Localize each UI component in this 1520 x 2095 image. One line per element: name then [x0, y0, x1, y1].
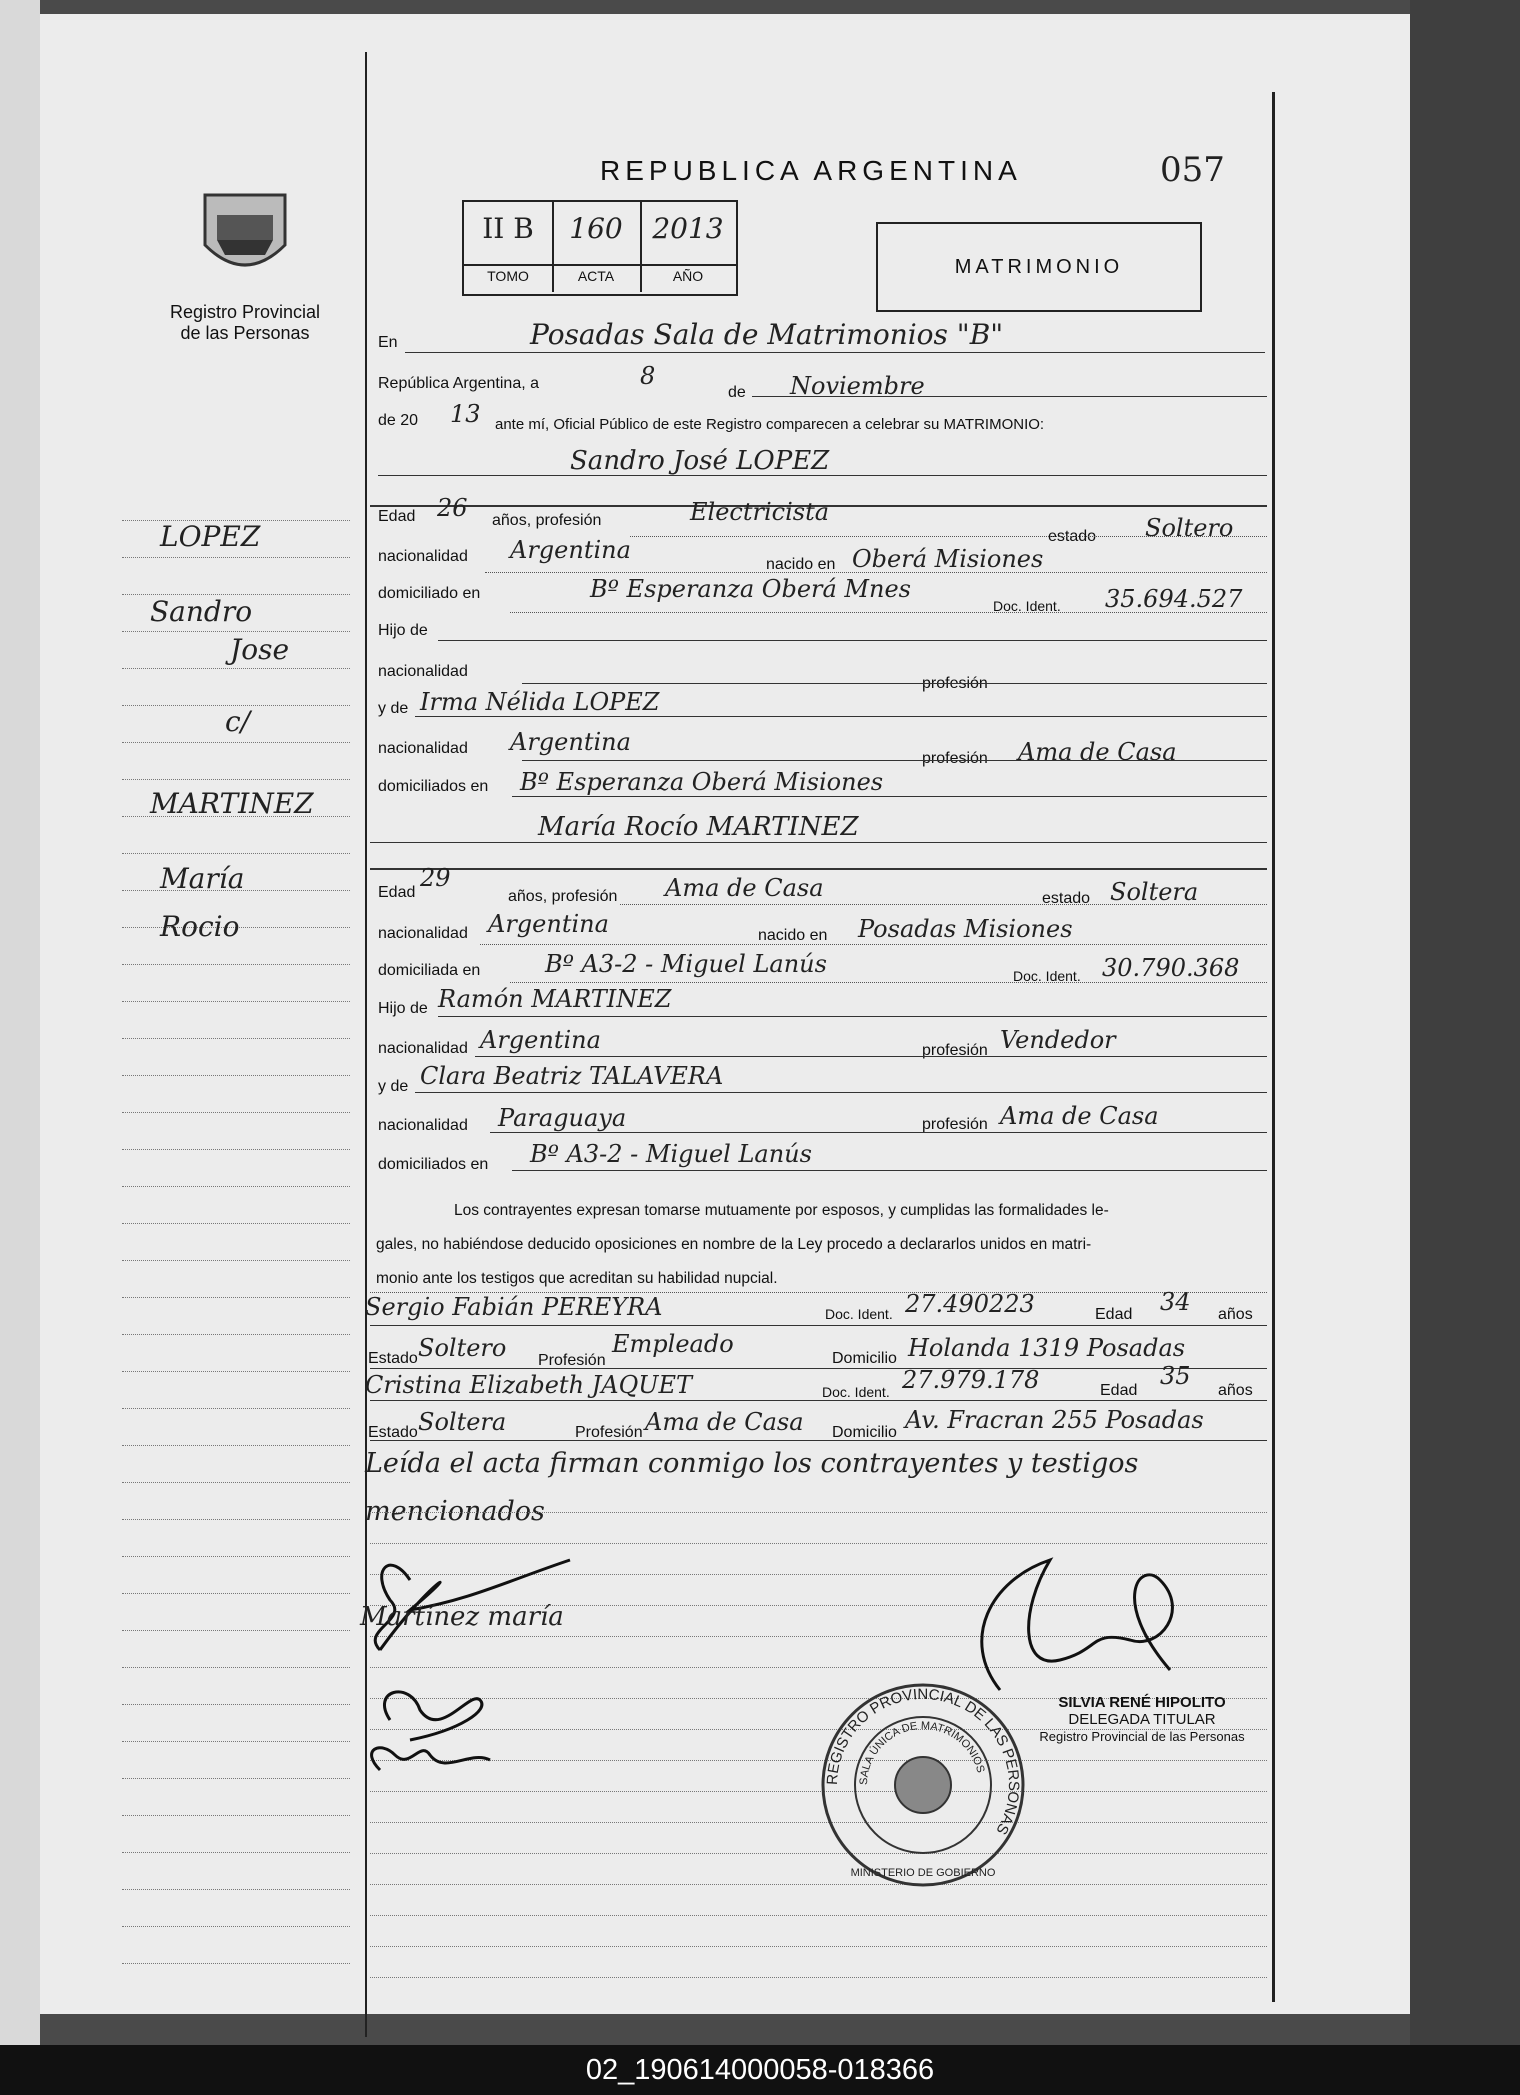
ante-mi-text: ante mí, Oficial Público de este Registro comparecen a celebrar su MATRIMONIO:: [495, 416, 1045, 433]
groom-mother-nationality: Argentina: [510, 728, 631, 756]
groom-edad-label: Edad: [378, 508, 416, 525]
groom-nacido-label: nacido en: [766, 556, 836, 573]
bride-estado-label: estado: [1042, 890, 1091, 907]
witness1-profession: Empleado: [612, 1330, 734, 1358]
groom-nac-padre-label: nacionalidad: [378, 663, 468, 680]
anio-value: 2013: [652, 212, 724, 245]
witness2-anios: años: [1218, 1382, 1253, 1399]
stub-ruled-line: [122, 742, 350, 743]
stub-ruled-line: [122, 1593, 350, 1594]
declaration-text: [376, 1194, 1256, 1296]
groom-yde-label: y de: [378, 700, 409, 717]
footer-id-bar: 02_190614000058-018366: [0, 2045, 1520, 2095]
stub-ruled-line: [122, 1778, 350, 1779]
stub-ruled-line: [122, 1704, 350, 1705]
bride-father-profession: Vendedor: [1000, 1026, 1116, 1054]
bride-prof-padre-label: profesión: [922, 1042, 988, 1059]
groom-full-name: Sandro José LOPEZ: [570, 446, 830, 476]
witness2-dom-label: Domicilio: [832, 1424, 897, 1441]
tomo-label: TOMO: [487, 268, 529, 284]
registry-line1: Registro Provincial: [169, 302, 321, 322]
witness1-anios: años: [1218, 1306, 1253, 1323]
witness1-edad-label: Edad: [1095, 1306, 1133, 1323]
stub-name-2a: María: [160, 862, 245, 895]
registry-stamp-icon: [818, 1680, 1028, 1890]
stub-ruled-line: [122, 1001, 350, 1002]
bride-nationality: Argentina: [488, 910, 609, 938]
witness2-edad: 35: [1160, 1362, 1191, 1390]
bride-dom-label: domiciliada en: [378, 962, 481, 979]
stub-ruled-line: [122, 631, 350, 632]
stub-ruled-line: [122, 1075, 350, 1076]
bride-profession: Ama de Casa: [665, 874, 824, 902]
stub-ruled-line: [122, 1630, 350, 1631]
witness1-doc: 27.490223: [905, 1290, 1035, 1318]
registry-name: [140, 302, 350, 344]
witness2-doc: 27.979.178: [902, 1366, 1040, 1394]
bride-father-nationality: Argentina: [480, 1026, 601, 1054]
stub-ruled-line: [122, 1149, 350, 1150]
closing-line2: mencionados: [365, 1496, 545, 1527]
bride-hijo-label: Hijo de: [378, 1000, 428, 1017]
country-heading: REPUBLICA ARGENTINA: [600, 155, 1022, 186]
groom-dom-label: domiciliado en: [378, 585, 481, 602]
marriage-day: 8: [640, 362, 656, 390]
groom-anios-label: años, profesión: [492, 512, 602, 529]
groom-nac-label: nacionalidad: [378, 548, 468, 565]
groom-parents-address: Bº Esperanza Oberá Misiones: [520, 768, 884, 796]
official-name: SILVIA RENÉ HIPOLITO: [1058, 1694, 1226, 1711]
marriage-month: Noviembre: [790, 372, 925, 400]
groom-doc-number: 35.694.527: [1105, 585, 1243, 613]
main-ruled-line: [370, 1915, 1267, 1916]
stub-ruled-line: [122, 557, 350, 558]
official-office: Registro Provincial de las Personas: [1039, 1729, 1245, 1744]
declaration-line2: gales, no habiéndose deducido oposiciones en nombre de la Ley procedo a declararlos unidos en matri-: [376, 1236, 1092, 1253]
official-title: DELEGADA TITULAR: [1068, 1711, 1216, 1728]
stub-name-1b: Jose: [230, 633, 290, 666]
groom-parents-dom-label: domiciliados en: [378, 778, 489, 795]
bride-doc-label: Doc. Ident.: [1013, 968, 1081, 984]
witness2-estado-label: Estado: [368, 1424, 418, 1441]
declaration-line1: Los contrayentes expresan tomarse mutuamente por esposos, y cumplidas las formalidades le-: [454, 1202, 1109, 1219]
stub-ruled-line: [122, 668, 350, 669]
stub-ruled-line: [122, 1297, 350, 1298]
groom-profession: Electricista: [690, 498, 830, 526]
witness1-dom-label: Domicilio: [832, 1350, 897, 1367]
groom-nac-madre-label: nacionalidad: [378, 740, 468, 757]
stub-ruled-line: [122, 1445, 350, 1446]
bride-signature-name: Martínez maría: [360, 1602, 564, 1632]
bride-mother-profession: Ama de Casa: [1000, 1102, 1159, 1130]
stub-ruled-line: [122, 1852, 350, 1853]
book-right-edge: [1410, 0, 1520, 2045]
bride-nac-padre-label: nacionalidad: [378, 1040, 468, 1057]
stub-ruled-line: [122, 1741, 350, 1742]
book-left-edge: [0, 0, 40, 2045]
stub-name-1a: Sandro: [150, 595, 253, 628]
bride-mother-nationality: Paraguaya: [498, 1104, 627, 1132]
witness1-prof-label: Profesión: [538, 1352, 606, 1369]
bride-prof-madre-label: profesión: [922, 1116, 988, 1133]
marriage-year: 13: [450, 400, 481, 428]
witness2-estado: Soltera: [418, 1408, 507, 1436]
stub-name-2b: Rocio: [160, 910, 240, 943]
registry-line2: de las Personas: [180, 323, 310, 343]
year-prefix: de 20: [378, 412, 419, 429]
witness2-address: Av. Fracran 255 Posadas: [905, 1406, 1204, 1434]
witness1-estado: Soltero: [418, 1334, 507, 1362]
bride-anios-label: años, profesión: [508, 888, 618, 905]
groom-mother-profession: Ama de Casa: [1018, 738, 1177, 766]
bride-estado: Soltera: [1110, 878, 1199, 906]
groom-nationality: Argentina: [510, 536, 631, 564]
bride-yde-label: y de: [378, 1078, 409, 1095]
volume-box: [462, 200, 738, 296]
stub-ruled-line: [122, 1889, 350, 1890]
witness2-profession: Ama de Casa: [645, 1408, 804, 1436]
stub-ruled-line: [122, 964, 350, 965]
stub-ruled-line: [122, 1112, 350, 1113]
bride-parents-address: Bº A3-2 - Miguel Lanús: [530, 1140, 812, 1168]
bride-father: Ramón MARTINEZ: [438, 985, 672, 1013]
stamp-bottom-text: MINISTERIO DE GOBIERNO: [850, 1867, 996, 1879]
bride-doc-number: 30.790.368: [1102, 954, 1240, 982]
bride-nac-label: nacionalidad: [378, 925, 468, 942]
stub-surname-2: MARTINEZ: [150, 787, 314, 820]
stub-ruled-line: [122, 1038, 350, 1039]
stub-ruled-line: [122, 853, 350, 854]
stub-ruled-line: [122, 1667, 350, 1668]
witness1-address: Holanda 1319 Posadas: [908, 1334, 1186, 1362]
stamp-outer-text: REGISTRO PROVINCIAL DE LAS PERSONAS: [823, 1685, 1023, 1838]
anio-label: AÑO: [672, 268, 704, 284]
witness1-doc-label: Doc. Ident.: [825, 1306, 893, 1322]
main-ruled-line: [370, 1512, 1267, 1513]
stub-ruled-line: [122, 1815, 350, 1816]
bride-edad: 29: [420, 864, 451, 892]
bride-nac-madre-label: nacionalidad: [378, 1117, 468, 1134]
stub-ruled-line: [122, 1408, 350, 1409]
witness2-edad-label: Edad: [1100, 1382, 1138, 1399]
bride-mother: Clara Beatriz TALAVERA: [420, 1062, 724, 1090]
stub-ruled-line: [122, 1926, 350, 1927]
groom-birthplace: Oberá Misiones: [852, 545, 1044, 573]
form-right-border: [1272, 92, 1275, 2002]
bride-nacido-label: nacido en: [758, 927, 828, 944]
stub-ruled-line: [122, 1519, 350, 1520]
acta-label: ACTA: [577, 268, 615, 284]
acta-value: 160: [569, 212, 623, 245]
bride-full-name: María Rocío MARTINEZ: [538, 812, 859, 842]
witness2-doc-label: Doc. Ident.: [822, 1384, 890, 1400]
stub-surname-1: LOPEZ: [160, 520, 261, 553]
witness1-estado-label: Estado: [368, 1350, 418, 1367]
stub-ruled-line: [122, 1556, 350, 1557]
misiones-seal-icon: [195, 185, 295, 285]
closing-line1: Leída el acta firman conmigo los contrayentes y testigos: [365, 1448, 1139, 1479]
witness1-edad: 34: [1160, 1288, 1191, 1316]
stub-conjunction: c/: [225, 705, 251, 738]
declaration-line3: monio ante los testigos que acreditan su habilidad nupcial.: [376, 1270, 778, 1287]
main-ruled-line: [370, 1977, 1267, 1978]
stamp-inner-text: SALA ÚNICA DE MATRIMONIOS: [857, 1719, 987, 1786]
stub-ruled-line: [122, 1963, 350, 1964]
witness2-name: Cristina Elizabeth JAQUET: [365, 1371, 693, 1399]
groom-prof-padre-label: profesión: [922, 675, 988, 692]
bride-address: Bº A3-2 - Miguel Lanús: [545, 950, 827, 978]
groom-doc-label: Doc. Ident.: [993, 598, 1061, 614]
record-type-box: MATRIMONIO: [876, 222, 1202, 312]
groom-hijo-label: Hijo de: [378, 622, 428, 639]
stub-ruled-line: [122, 1482, 350, 1483]
bride-parents-dom-label: domiciliados en: [378, 1156, 489, 1173]
groom-estado-label: estado: [1048, 528, 1097, 545]
marriage-place: Posadas Sala de Matrimonios "B": [530, 318, 1004, 351]
stub-ruled-line: [122, 779, 350, 780]
groom-edad: 26: [437, 494, 468, 522]
tomo-value: II B: [482, 212, 534, 245]
official-block: [1022, 1694, 1262, 1745]
groom-mother: Irma Nélida LOPEZ: [420, 688, 660, 716]
stub-ruled-line: [122, 1186, 350, 1187]
de-label: de: [728, 384, 746, 401]
witness1-name: Sergio Fabián PEREYRA: [365, 1293, 663, 1321]
bride-birthplace: Posadas Misiones: [858, 915, 1073, 943]
bride-edad-label: Edad: [378, 884, 416, 901]
main-ruled-line: [370, 1946, 1267, 1947]
stub-ruled-line: [122, 1371, 350, 1372]
stub-ruled-line: [122, 1223, 350, 1224]
stub-ruled-line: [122, 1334, 350, 1335]
groom-estado: Soltero: [1145, 514, 1234, 542]
contractants-signatures-icon: [350, 1540, 630, 1780]
groom-prof-madre-label: profesión: [922, 750, 988, 767]
page-number: 057: [1160, 150, 1225, 190]
witness2-prof-label: Profesión: [575, 1424, 643, 1441]
groom-address: Bº Esperanza Oberá Mnes: [590, 575, 911, 603]
stub-ruled-line: [122, 1260, 350, 1261]
en-label: En: [378, 334, 398, 351]
republica-label: República Argentina, a: [378, 375, 539, 392]
